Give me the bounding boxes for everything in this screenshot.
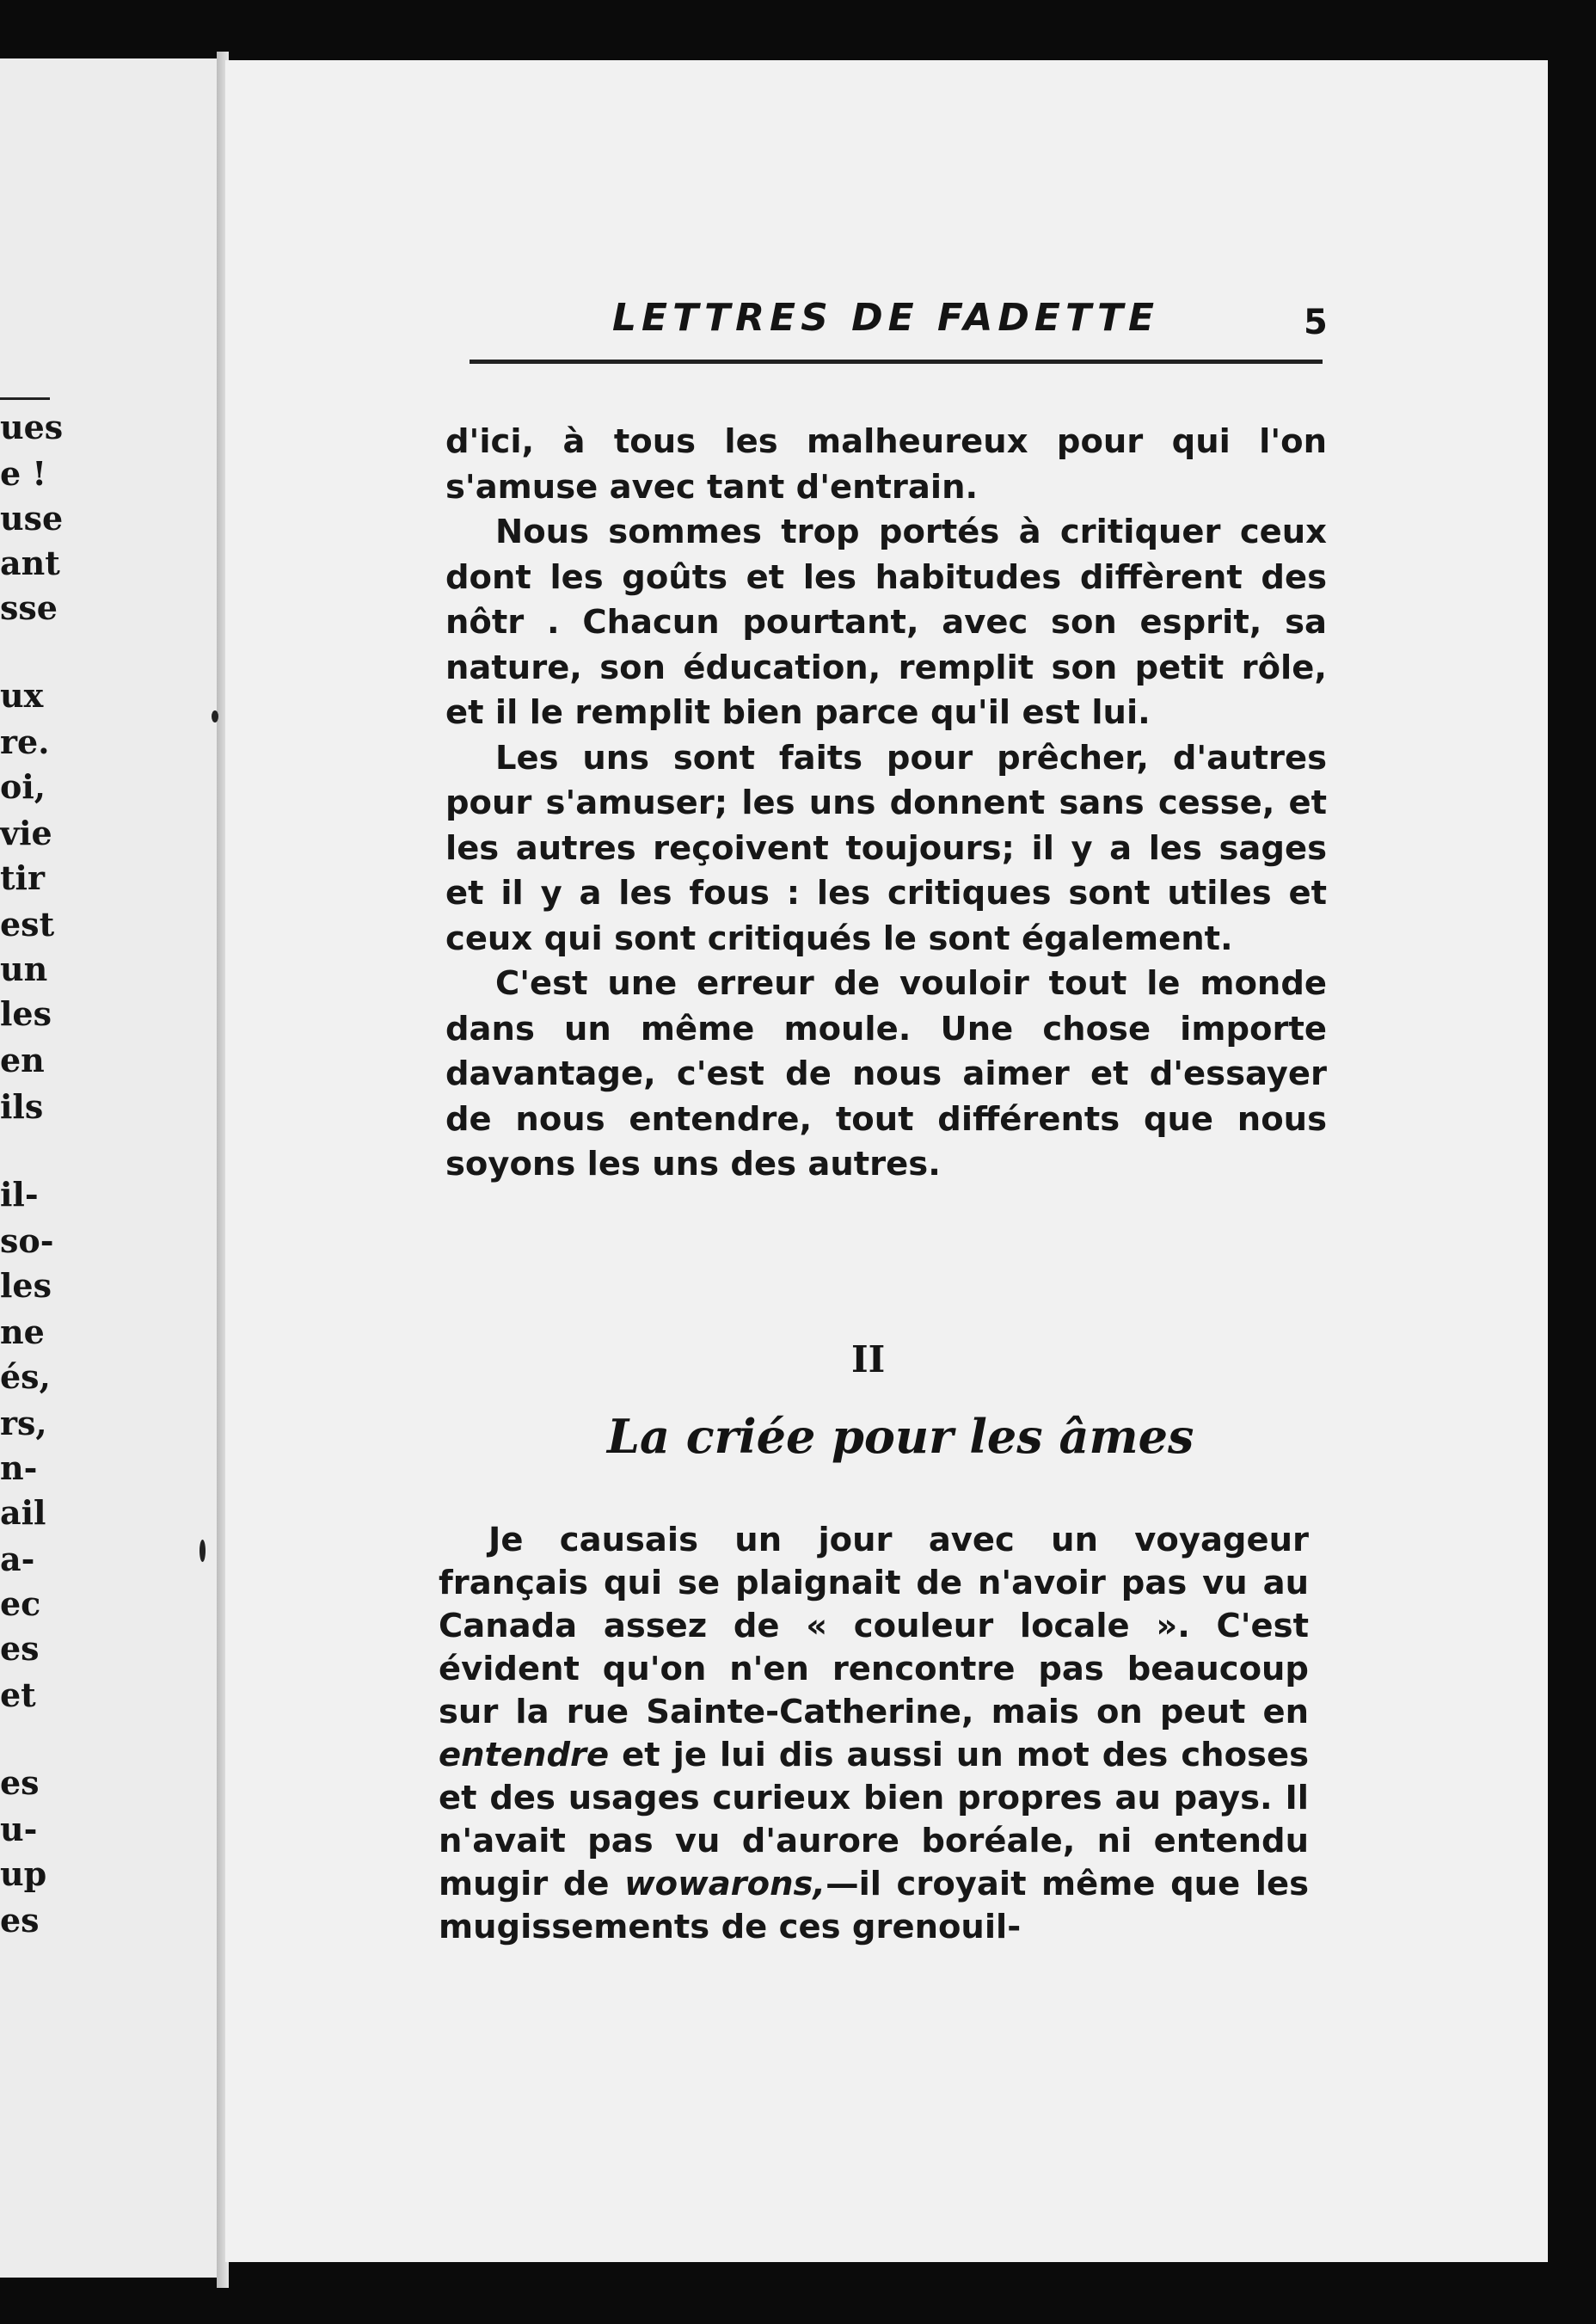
paragraph: d'ici, à tous les malheureux pour qui l'on s'amuse avec tant d'entrain. (445, 422, 1327, 507)
previous-page-fragment: so- (0, 1221, 54, 1260)
section-2-text (439, 1519, 1309, 1949)
previous-page-fragment: e ! (0, 454, 47, 493)
header-rule (470, 360, 1323, 364)
previous-page-fragment: tir (0, 858, 46, 897)
previous-page-fragment: est (0, 905, 55, 944)
previous-page-fragment: n- (0, 1448, 38, 1487)
paragraph-part: et je lui dis aussi un mot des choses et des usages curieux bien propres au pays. Il n'avait pas vu d'aurore boréale, ni entendu mugir de (439, 1736, 1309, 1903)
previous-page-fragment: ail (0, 1493, 46, 1532)
running-header (612, 296, 1330, 347)
paragraph-part: Je causais un jour avec un voyageur français qui se plaignait de n'avoir pas vu au Canada assez de « couleur locale ». C'est évident qu'on n'en rencontre pas beaucoup sur la rue Sainte-Catherine, mais on peut en (439, 1521, 1309, 1731)
previous-page-fragment: ant (0, 544, 60, 582)
previous-page-fragment: es (0, 1763, 40, 1802)
section-1-text (445, 420, 1327, 1188)
previous-page-rule (0, 397, 50, 400)
running-title: LETTRES DE FADETTE (612, 296, 1160, 340)
previous-page-fragment: u- (0, 1810, 38, 1848)
scan-speck (212, 710, 218, 722)
scan-border-right (1548, 52, 1596, 2296)
previous-page-fragment: rs, (0, 1404, 47, 1442)
previous-page-fragment: es (0, 1629, 40, 1668)
paragraph: Nous sommes trop portés à critiquer ceux dont les goûts et les habitudes diffèrent des nôtr . Chacun pourtant, avec son esprit, sa nature, son éducation, remplit son petit rôle, et il le remplit bien parce qu'il est lui. (445, 513, 1327, 732)
previous-page-fragment: re. (0, 722, 50, 761)
previous-page-edge (0, 58, 225, 2278)
previous-page-fragment: vie (0, 814, 52, 852)
previous-page-fragment: ues (0, 408, 64, 446)
paragraph: Les uns sont faits pour prêcher, d'autres pour s'amuser; les uns donnent sans cesse, et les autres reçoivent toujours; il y a les sages et il y a les fous : les critiques sont utiles et ceux qui sont critiqués le sont également. (445, 738, 1327, 958)
previous-page-fragment: il- (0, 1175, 39, 1214)
page-number: 5 (1304, 303, 1328, 342)
paragraph: C'est une erreur de vouloir tout le monde dans un même moule. Une chose importe davantage, c'est de nous aimer et d'essayer de nous entendre, tout différents que nous soyons les uns des autres. (445, 964, 1327, 1184)
previous-page-fragment: un (0, 950, 48, 988)
paragraph (439, 1519, 1309, 1949)
previous-page-fragment: use (0, 499, 64, 538)
previous-page-fragment: ec (0, 1584, 41, 1623)
paragraph-part: —il croyait même que les mugissements de ces grenouil- (439, 1865, 1309, 1946)
previous-page-fragment: a- (0, 1540, 35, 1578)
section-number: II (851, 1338, 886, 1380)
previous-page-fragment: oi, (0, 767, 46, 806)
previous-page-fragment: ux (0, 676, 44, 715)
previous-page-fragment: et (0, 1675, 36, 1714)
scan-speck (200, 1540, 206, 1562)
previous-page-fragment: sse (0, 588, 58, 627)
previous-page-fragment: ne (0, 1313, 45, 1351)
previous-page-fragment: es (0, 1901, 40, 1940)
previous-page-fragment: les (0, 994, 52, 1033)
previous-page-fragment: les (0, 1266, 52, 1305)
emphasis: entendre (439, 1736, 610, 1774)
previous-page-fragment: ils (0, 1087, 44, 1126)
section-title: La criée pour les âmes (607, 1409, 1194, 1464)
previous-page-fragment: en (0, 1041, 45, 1079)
previous-page-fragment: up (0, 1854, 47, 1893)
emphasis: wowarons, (624, 1865, 826, 1903)
previous-page-fragment: és, (0, 1357, 51, 1396)
